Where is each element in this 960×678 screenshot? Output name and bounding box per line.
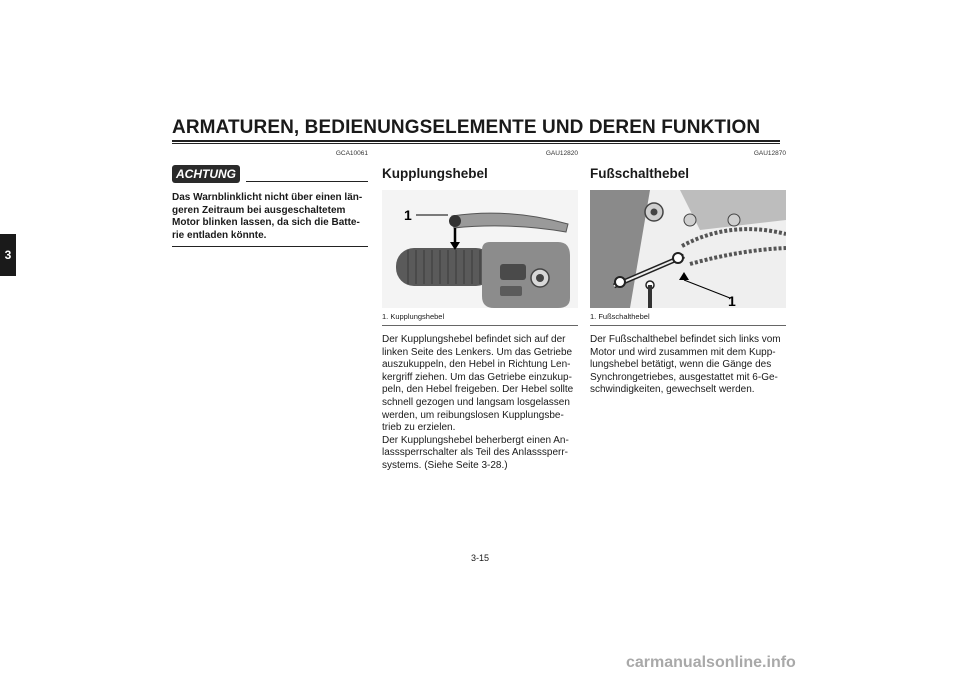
shift-column	[590, 150, 786, 397]
achtung-rule	[246, 181, 368, 182]
clutch-title: Kupplungshebel	[382, 166, 488, 181]
clutch-caption-rule	[382, 325, 578, 326]
warning-bottom-rule	[172, 246, 368, 247]
title-rule	[172, 140, 780, 142]
clutch-figure	[382, 190, 578, 308]
warning-column	[172, 150, 368, 247]
clutch-lever-illustration	[382, 190, 578, 308]
achtung-header	[172, 165, 368, 189]
shift-lever-illustration	[590, 190, 786, 308]
title-rule-thin	[172, 143, 780, 144]
achtung-badge: ACHTUNG	[172, 165, 240, 183]
shift-code: GAU12870	[753, 150, 786, 157]
shift-figure	[590, 190, 786, 308]
clutch-text: Der Kupplungshebel befindet sich auf der linken Seite des Lenkers. Um das Getriebe auszukuppeln, den Hebel in Richtung Len- kergriff ziehen. Um das Getriebe einzukup- peln, den Hebel freigeben. Der Hebel sollte schnell gezogen und langsam losgelassen werden, um reibungslosen Kupplungsbe- trieb zu erzielen. Der Kupplungshebel beherbergt einen An- lasssperrschalter als Teil des Anlasssperr- systems. (Siehe Seite 3-28.)	[382, 334, 574, 471]
clutch-column	[382, 150, 578, 473]
shift-callout: 1	[728, 293, 736, 308]
page-number: 3-15	[470, 553, 489, 563]
chapter-tab: 3	[0, 234, 16, 276]
clutch-code: GAU12820	[545, 150, 578, 157]
page-title: ARMATUREN, BEDIENUNGSELEMENTE UND DEREN FUNKTION	[172, 117, 761, 138]
watermark-logo: carmanualsonline.info	[626, 654, 796, 671]
shift-caption-rule	[590, 325, 786, 326]
clutch-caption: 1. Kupplungshebel	[382, 312, 445, 321]
shift-title: Fußschalthebel	[590, 166, 690, 181]
clutch-callout: 1	[404, 207, 412, 223]
warning-text: Das Warnblinklicht nicht über einen län- geren Zeitraum bei ausgeschaltetem Motor blinken lassen, da sich die Batte- rie entladen könnte.	[172, 192, 363, 241]
warning-code: GCA10061	[335, 150, 368, 157]
shift-caption: 1. Fußschalthebel	[590, 312, 650, 321]
shift-text: Der Fußschalthebel befindet sich links vom Motor und wird zusammen mit dem Kupp- lungshebel betätigt, wenn die Gänge des Synchrongetriebes, ausgestattet mit 6-Ge- schwindigkeiten, gewechselt werden.	[590, 334, 781, 396]
